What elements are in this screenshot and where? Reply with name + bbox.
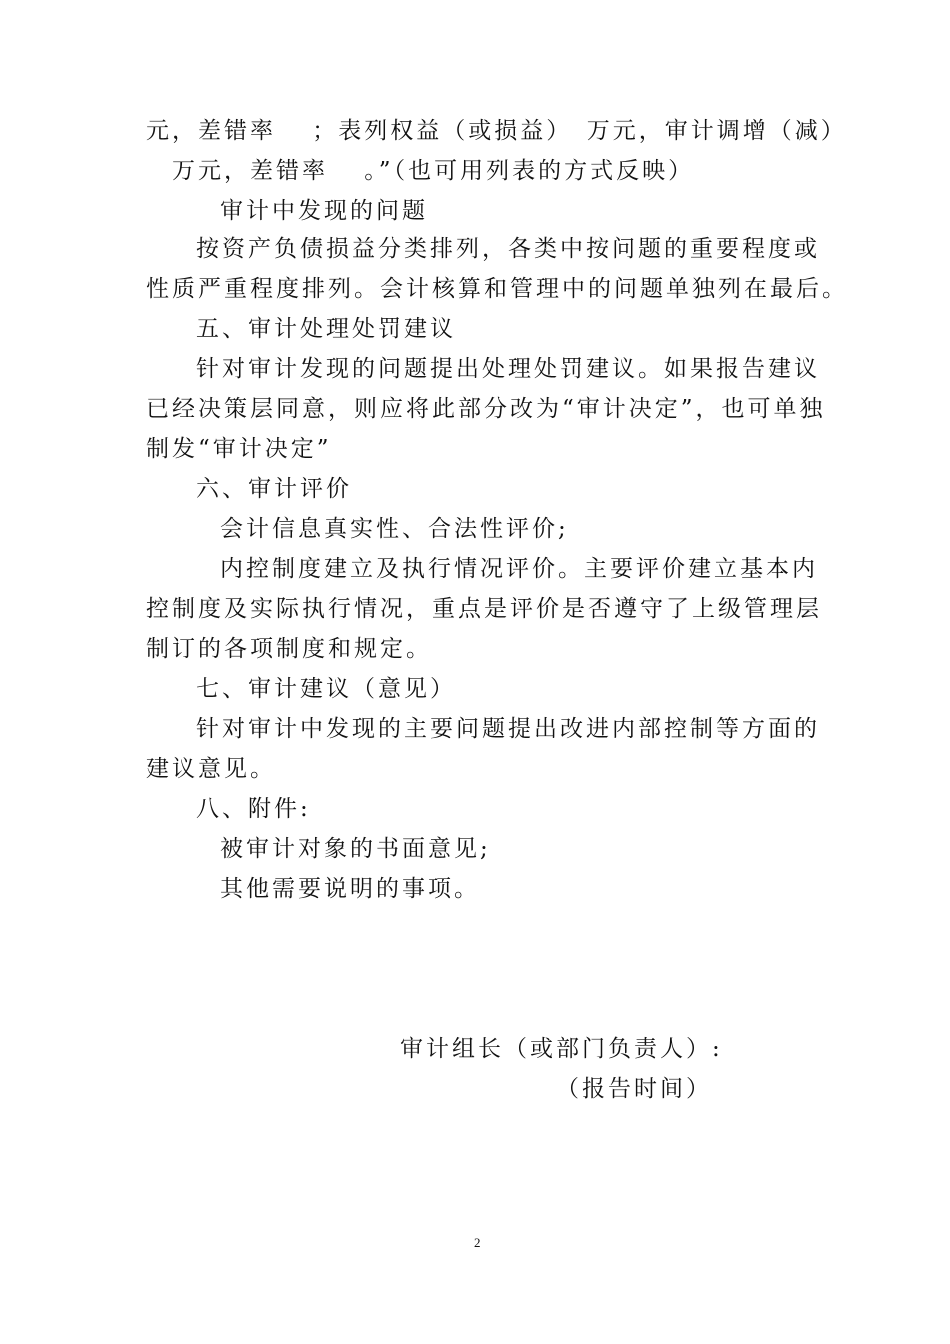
body-line: 建议意见。 (146, 756, 276, 782)
body-line: 会计信息真实性、合法性评价; (220, 516, 569, 542)
body-line: 针对审计发现的问题提出处理处罚建议。如果报告建议 (196, 356, 820, 382)
body-line: 按资产负债损益分类排列，各类中按问题的重要程度或 (196, 236, 820, 262)
section-heading: 五、审计处理处罚建议 (196, 316, 456, 342)
page-number: 2 (474, 1235, 481, 1250)
signature-date: （报告时间） (556, 1076, 712, 1102)
section-heading: 七、审计建议（意见） (196, 676, 456, 702)
body-line: 万元，差错率 。”（也可用列表的方式反映） (146, 158, 695, 184)
body-line: 被审计对象的书面意见; (220, 836, 491, 862)
section-heading: 八、附件: (196, 796, 311, 822)
body-line: 其他需要说明的事项。 (220, 876, 480, 902)
body-line: 已经决策层同意，则应将此部分改为“审计决定”，也可单独 (146, 396, 826, 422)
section-heading: 六、审计评价 (196, 476, 352, 502)
signature-signer: 审计组长（或部门负责人）: (400, 1036, 723, 1062)
body-line: 内控制度建立及执行情况评价。主要评价建立基本内 (220, 556, 818, 582)
section-heading: 审计中发现的问题 (220, 198, 428, 224)
body-line: 控制度及实际执行情况，重点是评价是否遵守了上级管理层 (146, 596, 822, 622)
body-line: 制发“审计决定” (146, 436, 332, 462)
body-line: 元，差错率 ；表列权益（或损益） 万元，审计调增（减） (146, 118, 847, 144)
body-line: 针对审计中发现的主要问题提出改进内部控制等方面的 (196, 716, 820, 742)
body-line: 制订的各项制度和规定。 (146, 636, 432, 662)
body-line: 性质严重程度排列。会计核算和管理中的问题单独列在最后。 (146, 276, 848, 302)
